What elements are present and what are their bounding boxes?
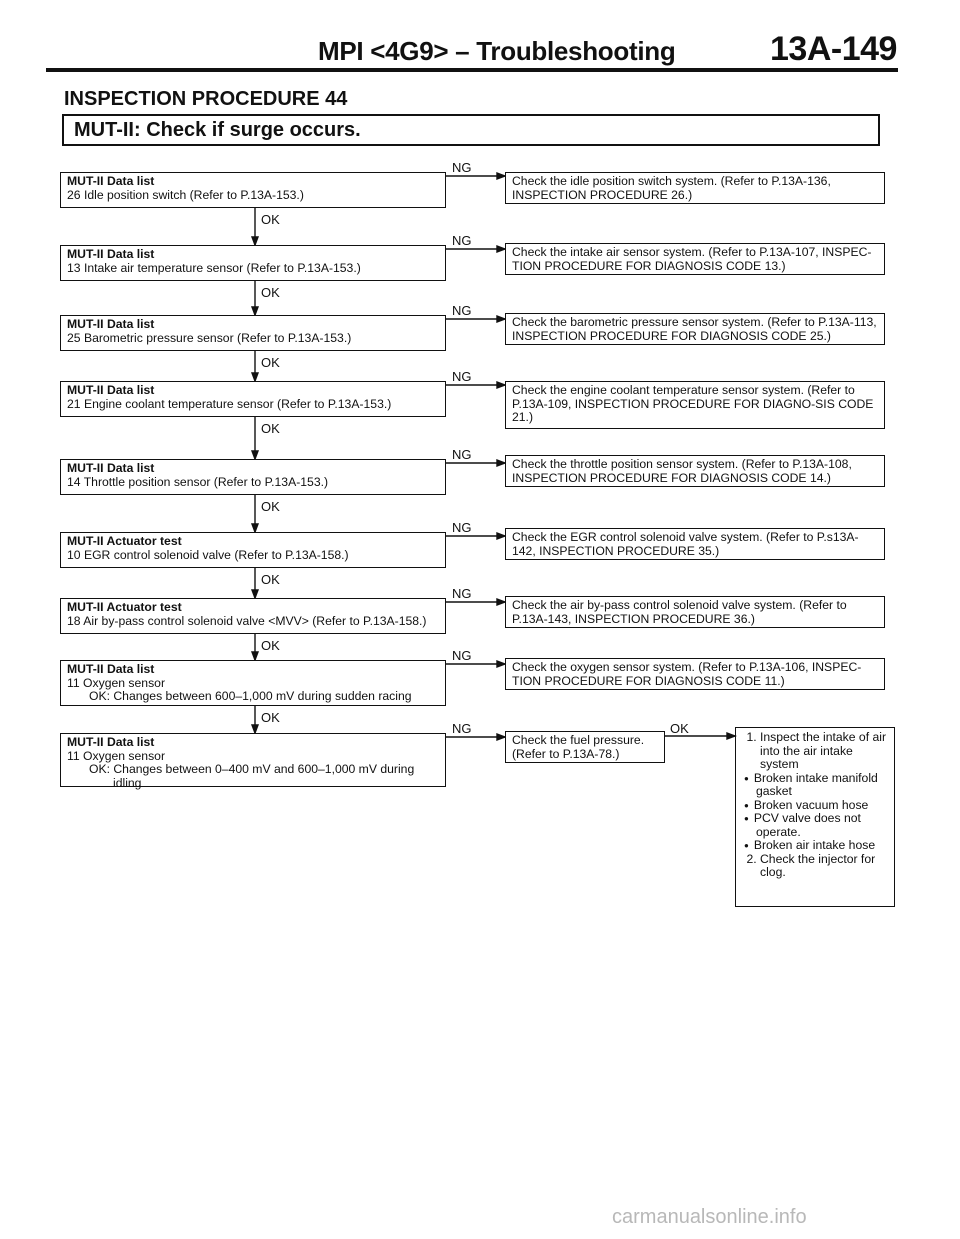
final-item-2: 2. Check the injector for clog.: [760, 853, 888, 880]
step-text: 18 Air by-pass control solenoid valve <MVV> (Refer to P.13A-158.): [67, 613, 427, 628]
step-box-4: [60, 381, 446, 417]
ok-arrow: [252, 307, 258, 315]
step-heading: MUT-II Data list: [67, 174, 155, 188]
final-actions-box: [735, 727, 895, 907]
result-box-9: Check the fuel pressure. (Refer to P.13A-78.): [505, 731, 665, 763]
ok-arrow: [252, 725, 258, 733]
ok-arrow: [252, 373, 258, 381]
result-box-7: Check the air by-pass control solenoid valve system. (Refer to P.13A-143, INSPECTION PROCEDURE 36.): [505, 596, 885, 628]
step-box-9: [60, 733, 446, 790]
step-heading: MUT-II Data list: [67, 383, 155, 397]
step-text: 13 Intake air temperature sensor (Refer to P.13A-153.): [67, 260, 361, 275]
ng-arrow: [497, 599, 505, 605]
step-text: 11 Oxygen sensor: [67, 675, 166, 690]
step-box-3: [60, 315, 446, 351]
step-box-7: [60, 598, 446, 634]
step-text: 26 Idle position switch (Refer to P.13A-153.): [67, 187, 304, 202]
ng-arrow: [497, 382, 505, 388]
ng-label: NG: [452, 447, 472, 462]
step-box-6: [60, 532, 446, 568]
step-heading: MUT-II Actuator test: [67, 600, 182, 614]
step-text: 11 Oxygen sensor: [67, 748, 166, 763]
ok-label: OK: [261, 355, 280, 370]
footer-watermark: carmanualsonline.info: [612, 1206, 807, 1228]
result-box-5: Check the throttle position sensor system. (Refer to P.13A-108, INSPECTION PROCEDURE FOR DIAGNOSIS CODE 14.): [505, 455, 885, 487]
ng-arrow: [497, 246, 505, 252]
ng-label: NG: [452, 369, 472, 384]
result-box-1: Check the idle position switch system. (Refer to P.13A-136, INSPECTION PROCEDURE 26.): [505, 172, 885, 204]
step-criteria: OK: Changes between 0–400 mV and 600–1,000 mV during: [89, 762, 415, 776]
ok-arrow: [252, 237, 258, 245]
step-text: 21 Engine coolant temperature sensor (Refer to P.13A-153.): [67, 396, 392, 411]
ok-label: OK: [261, 285, 280, 300]
step-heading: MUT-II Data list: [67, 317, 155, 331]
ok-arrow: [252, 652, 258, 660]
ok-label: OK: [261, 710, 280, 725]
step-heading: MUT-II Data list: [67, 662, 155, 676]
ok-label: OK: [261, 638, 280, 653]
ng-arrow: [497, 533, 505, 539]
fuel-ok-arrow: [727, 733, 735, 739]
ng-label: NG: [452, 520, 472, 535]
step-heading: MUT-II Data list: [67, 735, 155, 749]
step-box-1: [60, 172, 446, 208]
ng-arrow: [497, 460, 505, 466]
ng-arrow: [497, 316, 505, 322]
ok-arrow: [252, 590, 258, 598]
result-box-8: Check the oxygen sensor system. (Refer to P.13A-106, INSPEC-TION PROCEDURE FOR DIAGNOSIS CODE 11.): [505, 658, 885, 690]
ng-label: NG: [452, 160, 472, 175]
ng-label: NG: [452, 233, 472, 248]
ok-arrow: [252, 524, 258, 532]
step-box-8: [60, 660, 446, 706]
step-text: 25 Barometric pressure sensor (Refer to P.13A-153.): [67, 330, 352, 345]
page-header-title: MPI <4G9> – Troubleshooting: [318, 36, 676, 66]
step-box-5: [60, 459, 446, 495]
ng-label: NG: [452, 648, 472, 663]
section-title: INSPECTION PROCEDURE 44: [64, 88, 348, 110]
result-box-6: Check the EGR control solenoid valve system. (Refer to P.s13A-142, INSPECTION PROCEDURE 35.): [505, 528, 885, 560]
result-box-2: Check the intake air sensor system. (Refer to P.13A-107, INSPEC-TION PROCEDURE FOR DIAGNOSIS CODE 13.): [505, 243, 885, 275]
ng-arrow: [497, 661, 505, 667]
step-criteria: OK: Changes between 600–1,000 mV during sudden racing: [89, 689, 412, 703]
ok-label: OK: [261, 421, 280, 436]
step-heading: MUT-II Data list: [67, 247, 155, 261]
step-text: 10 EGR control solenoid valve (Refer to P.13A-158.): [67, 547, 349, 562]
fuel-ok-label: OK: [670, 721, 689, 736]
ng-label: NG: [452, 721, 472, 736]
ok-arrow: [252, 451, 258, 459]
result-box-4: Check the engine coolant temperature sensor system. (Refer to P.13A-109, INSPECTION PROCEDURE FOR DIAGNO-SIS CODE 21.): [505, 381, 885, 429]
result-box-3: Check the barometric pressure sensor system. (Refer to P.13A-113, INSPECTION PROCEDURE FOR DIAGNOSIS CODE 25.): [505, 313, 885, 345]
step-heading: MUT-II Actuator test: [67, 534, 182, 548]
final-bullet: ● Broken vacuum hose: [756, 799, 888, 813]
step-heading: MUT-II Data list: [67, 461, 155, 475]
ng-label: NG: [452, 586, 472, 601]
ng-label: NG: [452, 303, 472, 318]
procedure-banner: MUT-II: Check if surge occurs.: [62, 114, 880, 146]
final-bullet: ● Broken air intake hose: [756, 839, 888, 853]
ng-arrow: [497, 734, 505, 740]
step-criteria-cont: idling: [113, 775, 142, 790]
step-text: 14 Throttle position sensor (Refer to P.13A-153.): [67, 474, 329, 489]
page-number: 13A-149: [770, 30, 897, 68]
ok-label: OK: [261, 212, 280, 227]
final-item-1: 1. Inspect the intake of air into the air intake system: [760, 731, 888, 772]
final-bullet: ● PCV valve does not operate.: [756, 812, 888, 839]
final-bullet: ● Broken intake manifold gasket: [756, 772, 888, 799]
step-box-2: [60, 245, 446, 281]
final-bullet-list: [742, 772, 888, 853]
ok-label: OK: [261, 499, 280, 514]
ok-label: OK: [261, 572, 280, 587]
ng-arrow: [497, 173, 505, 179]
